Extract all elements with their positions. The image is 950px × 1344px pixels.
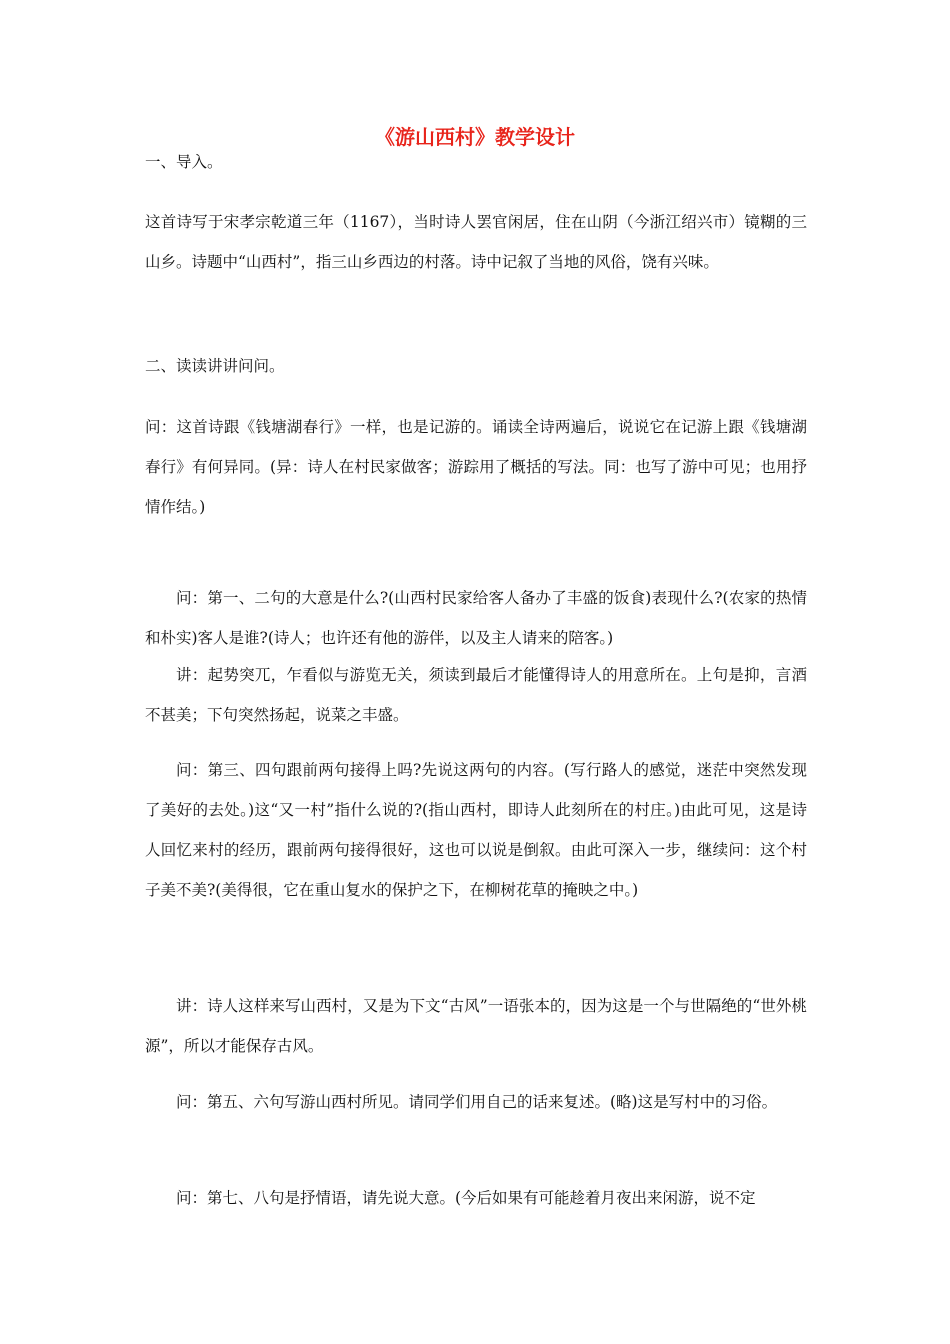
paragraph-lines-7-8-question: 问：第七、八句是抒情语，请先说大意。(今后如果有可能趁着月夜出来闲游，说不定 (176, 1189, 756, 1207)
paragraph-ancient-custom-explanation: 讲：诗人这样来写山西村，又是为下文“古风”一语张本的，因为这是一个与世隔绝的“世外桃源”，所以才能保存古风。 (145, 997, 807, 1055)
document-title: 《游山西村》教学设计 (375, 125, 575, 149)
paragraph-compare-question: 问：这首诗跟《钱塘湖春行》一样，也是记游的。诵读全诗两遍后，说说它在记游上跟《钱塘湖春行》有何异同。(异：诗人在村民家做客；游踪用了概括的写法。同：也写了游中可见；也用抒情作结。) (145, 418, 807, 516)
paragraph-lines-3-4-question: 问：第三、四句跟前两句接得上吗?先说这两句的内容。(写行路人的感觉，迷茫中突然发现了美好的去处。)这“又一村”指什么说的?(指山西村，即诗人此刻所在的村庄。)由此可见，这是诗人回忆来村的经历，跟前两句接得很好，这也可以说是倒叙。由此可深入一步，继续问：这个村子美不美?(美得很，它在重山复水的保护之下，在柳树花草的掩映之中。) (145, 761, 807, 899)
paragraph-opening-explanation: 讲：起势突兀，乍看似与游览无关，须读到最后才能懂得诗人的用意所在。上句是抑，言酒不甚美；下句突然扬起，说菜之丰盛。 (145, 666, 807, 724)
section-heading-reading: 二、读读讲讲问问。 (145, 357, 285, 375)
section-heading-intro: 一、导入。 (145, 153, 223, 171)
paragraph-lines-1-2-question: 问：第一、二句的大意是什么?(山西村民家给客人备办了丰盛的饭食)表现什么?(农家的热情和朴实)客人是谁?(诗人；也许还有他的游伴，以及主人请来的陪客。) (145, 589, 807, 647)
intro-paragraph: 这首诗写于宋孝宗乾道三年（1167），当时诗人罢官闲居，住在山阴（今浙江绍兴市）镜糊的三山乡。诗题中“山西村”，指三山乡西边的村落。诗中记叙了当地的风俗，饶有兴味。 (145, 213, 807, 271)
paragraph-lines-5-6-question: 问：第五、六句写游山西村所见。请同学们用自己的话来复述。(略)这是写村中的习俗。 (176, 1093, 778, 1111)
